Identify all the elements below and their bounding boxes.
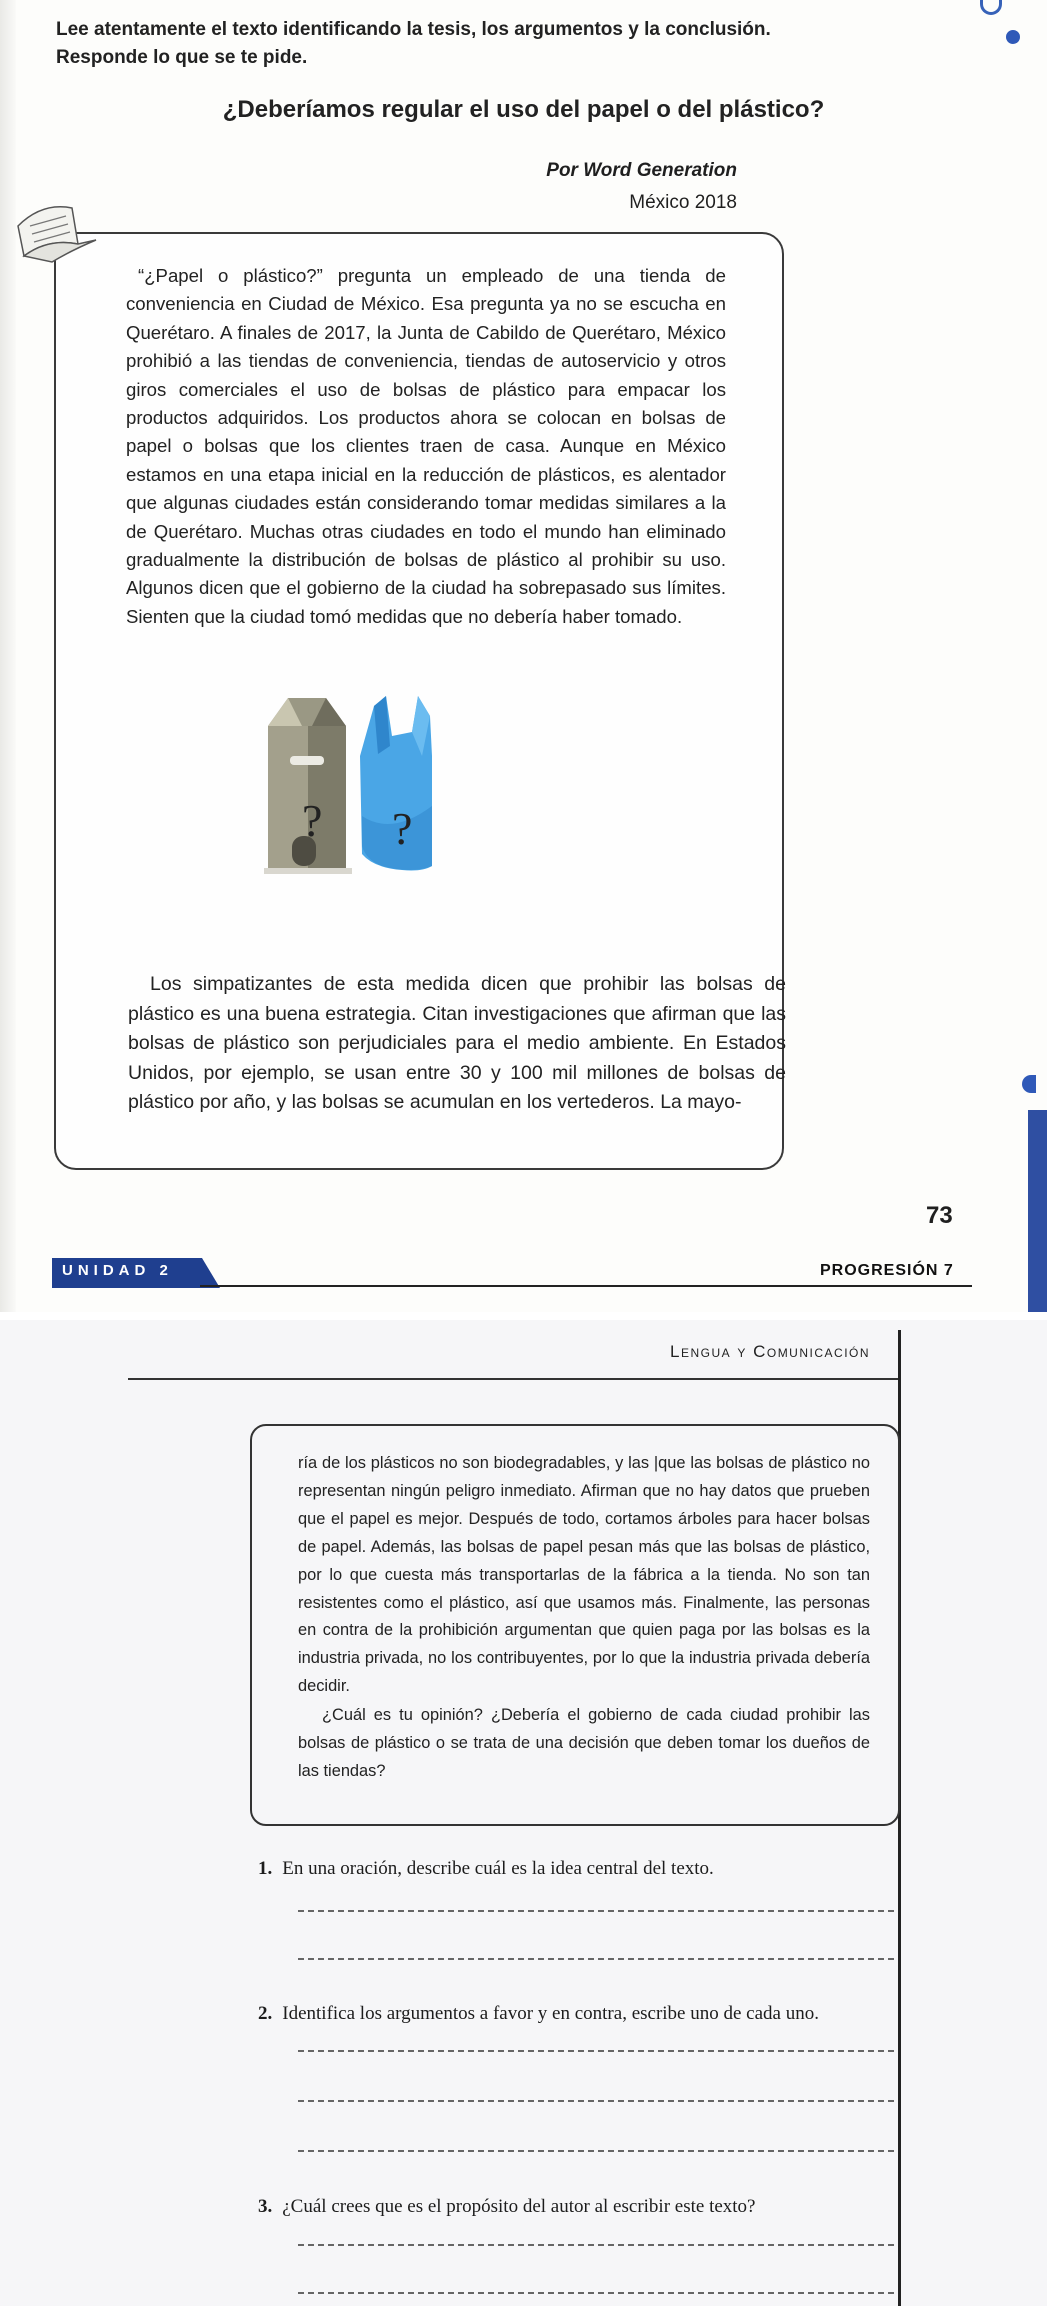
article-author: Por Word Generation — [546, 160, 737, 181]
instruction-line-1: Lee atentamente el texto identificando la tesis, los argumentos y la conclusión. — [56, 19, 771, 40]
footer-rule — [200, 1285, 972, 1287]
question-1 — [258, 1858, 714, 1880]
question-2 — [258, 2003, 819, 2025]
question-3 — [258, 2196, 756, 2218]
paper-question-mark: ? — [302, 795, 323, 846]
paper-bag-icon — [264, 698, 352, 874]
answer-line[interactable] — [298, 1910, 894, 1912]
answer-line[interactable] — [298, 2244, 894, 2246]
reading-box-continued — [250, 1424, 900, 1826]
question-text: En una oración, describe cuál es la idea central del texto. — [282, 1858, 714, 1879]
page-edge-tab — [1028, 1110, 1047, 1312]
progression-label: PROGRESIÓN 7 — [820, 1262, 954, 1279]
question-number: 1. — [258, 1858, 273, 1879]
page-number: 73 — [926, 1202, 953, 1229]
question-number: 3. — [258, 2196, 273, 2217]
header-rule — [128, 1378, 898, 1380]
instructions — [56, 16, 771, 72]
question-number: 2. — [258, 2003, 273, 2024]
plastic-question-mark: ? — [392, 803, 413, 854]
blue-dot-icon — [1006, 30, 1020, 44]
paragraph-2: Los simpatizantes de esta medida dicen que prohibir las bolsas de plástico es una buena estrategia. Citan investigaciones que afirman que las bolsas de plástico son perjudiciales para el medio ambiente. En Estados Unidos, por ejemplo, se usan entre 30 y 100 mil millones de bolsas de plástico por año, y las bolsas se acumulan en los vertederos. La mayo- — [128, 973, 786, 1113]
answer-line[interactable] — [298, 2050, 894, 2052]
subject-header: Lengua y Comunicación — [670, 1342, 871, 1361]
edge-marker-icon — [1022, 1075, 1036, 1093]
unit-label: UNIDAD 2 — [62, 1262, 173, 1279]
paragraph-3: ría de los plásticos no son biodegradables, y las |que las bolsas de plástico no representan ningún peligro inmediato. Afirman que no hay datos que prueben que el papel es mejor. Después de todo, cortamos árboles para hacer bolsas de papel. Además, las bolsas de papel pesan más que las bolsas de plástico, por lo que cuesta más transportarlas de la fábrica a la tienda. No son tan resistentes como el plástico, así que usamos más. Finalmente, las personas en contra de la prohibición argumentan que quien paga por las bolsas es la industria privada, no los contribuyentes, por lo que la industria privada debería decidir. — [298, 1454, 870, 1696]
question-text: Identifica los argumentos a favor y en contra, escribe uno de cada uno. — [282, 2003, 819, 2024]
article-place-year: México 2018 — [629, 192, 737, 213]
answer-line[interactable] — [298, 2150, 894, 2152]
instruction-line-2: Responde lo que se te pide. — [56, 47, 308, 68]
question-text: ¿Cuál crees que es el propósito del autor al escribir este texto? — [282, 2196, 756, 2217]
paper-vs-plastic-illustration — [262, 696, 432, 874]
answer-line[interactable] — [298, 1958, 894, 1960]
paragraph-4: ¿Cuál es tu opinión? ¿Debería el gobierno de cada ciudad prohibir las bolsas de plástico o se trata de una decisión que deben tomar los dueños de las tiendas? — [298, 1706, 870, 1780]
paragraph-1: “¿Papel o plástico?” pregunta un empleado de una tienda de conveniencia en Ciudad de México. Esa pregunta ya no se escucha en Querétaro. A finales de 2017, la Junta de Cabildo de Querétaro, México prohibió a las tiendas de conveniencia, tiendas de autoservicio y otros giros comerciales el uso de bolsas de plástico para empacar los productos adquiridos. Los productos ahora se colocan en bolsas de papel o bolsas que los clientes traen de casa. Aunque en México estamos en una etapa inicial en la reducción de plásticos, es alentador que algunas ciudades están considerando tomar medidas similares a la de Querétaro. Muchas otras ciudades en todo el mundo han eliminado gradualmente la distribución de bolsas de plástico al prohibir su uso. Algunos dicen que el gobierno de la ciudad ha sobrepasado sus límites. Sienten que la ciudad tomó medidas que no debería haber tomado. — [126, 265, 726, 627]
answer-line[interactable] — [298, 2292, 894, 2294]
answer-line[interactable] — [298, 2100, 894, 2102]
reading-box — [54, 232, 784, 1170]
open-book-icon — [12, 186, 102, 264]
article-title: ¿Deberíamos regular el uso del papel o del plástico? — [222, 96, 825, 123]
